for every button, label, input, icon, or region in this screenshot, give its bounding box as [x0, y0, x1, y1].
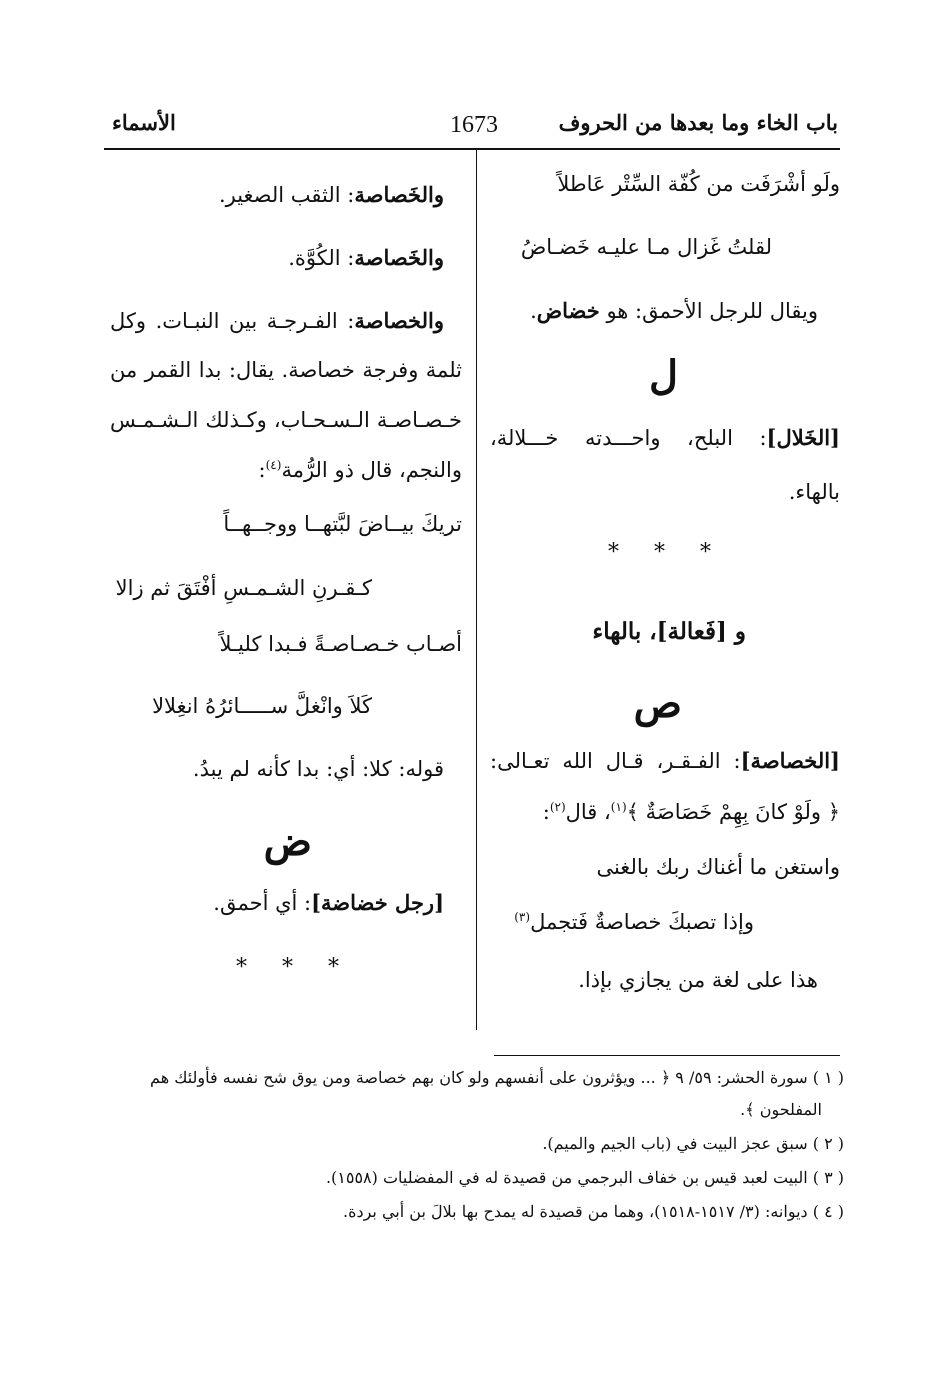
text-span: : الفـرجـة بين النبـات. وكل: [110, 309, 355, 333]
text-span: : أي أحمق.: [213, 891, 312, 915]
text-line: [530, 298, 818, 323]
footnote-1-cont: المفلحون ﴾.: [740, 1100, 822, 1119]
text-line: خـصـاصـة الـسـحـاب، وكـذلك الـشـمـس: [110, 408, 462, 432]
headword: خضاض: [536, 298, 600, 323]
verse-line: [514, 910, 754, 934]
entry-line: [288, 245, 444, 270]
footnote-2: ( ٢ ) سبق عجز البيت في (باب الجيم والميم).: [542, 1134, 844, 1153]
text-span: وإذا تصبكَ خصاصةٌ فَتجمل: [530, 910, 754, 934]
text-span: :: [542, 800, 550, 824]
page-number: 1673: [450, 112, 498, 138]
entry-line: [219, 182, 444, 207]
text-span: : البلح، واحـــدته خـــلالة،: [490, 426, 767, 450]
separator-stars: * * *: [608, 540, 725, 565]
headword: والخصاصة: [354, 308, 444, 333]
right-column: [490, 0, 840, 1040]
footnote-rule: [494, 1055, 840, 1056]
footnote-ref: (٣): [514, 910, 531, 924]
text-span: :: [258, 458, 266, 482]
footnote-4: ( ٤ ) ديوانه: (٣/ ١٥١٧-١٥١٨)، وهما من قصيدة له يمدح بها بلالَ بن أبي بردة.: [343, 1202, 844, 1221]
text-line: بالهاء.: [788, 480, 840, 504]
verse-line: لقلتُ غَزال مـا عليـه خَضـاضُ: [520, 235, 772, 259]
section-letter-sad: ص: [633, 680, 682, 727]
column-divider: [476, 150, 477, 1030]
footnote-ref: (١): [610, 800, 627, 814]
footnote-ref: (٤): [265, 458, 282, 472]
text-span: والنجم، قال ذو الرُّمة: [281, 458, 462, 482]
text-line: قوله: كلا: أي: بدا كأنه لم يبدُ.: [192, 757, 444, 781]
text-span: .: [530, 299, 537, 323]
footnote-1: ( ١ ) سورة الحشر: ٥٩/ ٩ ﴿ ... ويؤثرون على أنفسهم ولو كان بهم خصاصة ومن يوق شح نفسه فأولئك هم: [150, 1068, 844, 1087]
text-span: ، قال: [565, 800, 611, 824]
text-line: هذا على لغة من يجازي بإذا.: [578, 968, 818, 992]
section-letter-dad: ض: [263, 818, 312, 865]
text-line: ثلمة وفرجة خصاصة. يقال: بدا القمر من: [110, 358, 462, 382]
text-span: : الكُوَّة.: [288, 246, 355, 270]
quran-quote: ﴿ ولَوْ كانَ بِهِمْ خَصَاصَةٌ ﴾: [626, 800, 840, 824]
separator-stars: * * *: [236, 955, 353, 980]
section-letter-lam: ل: [648, 352, 678, 399]
text-span: : الثقب الصغير.: [218, 183, 355, 207]
headword: [الخَلال]: [766, 425, 840, 450]
running-head-section: الأسماء: [112, 110, 176, 135]
entry-line: [490, 748, 840, 773]
footnote-ref: (٢): [549, 800, 566, 814]
footnote-3: ( ٣ ) البيت لعبد قيس بن خفاف البرجمي من قصيدة له في المفضليات (١٥٥٨).: [325, 1168, 844, 1187]
section-heading: و [فَعالة]، بالهاء: [592, 618, 746, 645]
entry-line: [490, 425, 840, 450]
verse-line: كَلاَ وانْغلَّ ســـــائرُهُ انغِلالا: [152, 694, 372, 718]
text-line: [259, 458, 462, 482]
text-span: ويقال للرجل الأحمق: هو: [606, 299, 818, 323]
verse-line: واستغن ما أغناك ربك بالغنى: [596, 855, 840, 879]
running-head-chapter: باب الخاء وما بعدها من الحروف: [558, 110, 838, 135]
quran-quote-line: [543, 800, 840, 824]
headword: [رجل خضاضة]: [311, 890, 444, 915]
entry-line: [110, 308, 444, 333]
verse-line: كـقـرنِ الشـمـسِ أفْتَقَ ثم زالا: [115, 576, 372, 600]
left-column: [110, 0, 462, 1040]
verse-line: أصـاب خـصـاصـةً فـبدا كليـلاً: [219, 632, 462, 656]
verse-line: ولَو أشْرَفَت من كُفّة السِّتْر عَاطلاً: [557, 172, 840, 196]
verse-line: تريكَ بيــاضَ لبَّتهــا ووجــهــاً: [223, 512, 462, 536]
text-span: : الفـقـر، قـال الله تعـالى:: [490, 749, 741, 773]
headword: والخَصاصة: [354, 182, 444, 207]
headword: والخَصاصة: [354, 245, 444, 270]
headword: [الخصاصة]: [740, 748, 840, 773]
entry-line: [213, 890, 444, 915]
